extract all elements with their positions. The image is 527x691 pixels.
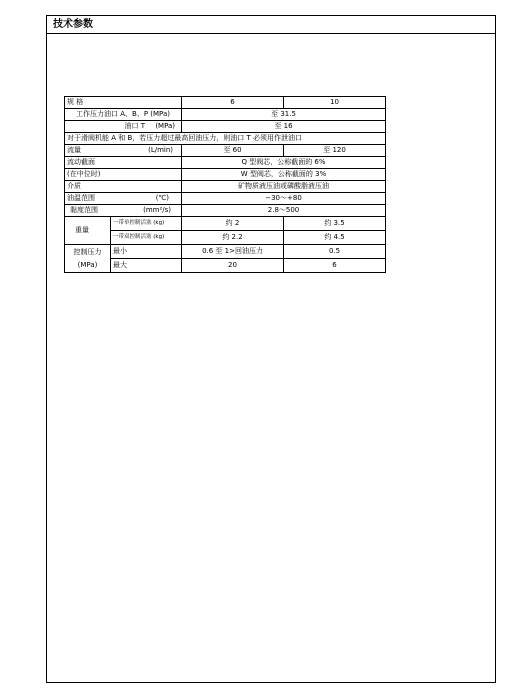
- oil-temp-unit: (℃): [155, 194, 170, 202]
- section-q-value: Q 型阀芯，公称截面的 6%: [182, 157, 386, 169]
- table-row: [65, 193, 386, 205]
- weight-label: 重量: [65, 217, 111, 245]
- pressure-apb-value: 至 31.5: [182, 109, 386, 121]
- weight-double-value-6: 约 2.2: [182, 231, 284, 245]
- table-row: [65, 121, 386, 133]
- control-pressure-cell: [65, 245, 111, 273]
- weight-single-label: 一带单控制活塞 (kg): [111, 217, 182, 231]
- table-row: [65, 245, 386, 259]
- table-row: [65, 157, 386, 169]
- oil-temp-label: 油温范围: [67, 194, 95, 202]
- medium-label: 介质: [65, 181, 182, 193]
- weight-double-label: 一带双控制活塞 (kg): [111, 231, 182, 245]
- note-text: 对于滑阀机能 A 和 B，若压力超过最高回油压力，则油口 T 必须用作泄油口: [65, 133, 386, 145]
- oil-temp-cell: [65, 193, 182, 205]
- spec-label: 规 格: [65, 97, 182, 109]
- control-min-value-6: 0.6 至 1>回油压力: [182, 245, 284, 259]
- table-row: [65, 205, 386, 217]
- pressure-t-value: 至 16: [182, 121, 386, 133]
- viscosity-label: 黏度范围: [70, 206, 98, 214]
- control-max-label: 最大: [111, 259, 182, 273]
- viscosity-cell: [65, 205, 182, 217]
- medium-value: 矿物质液压油或磷酸脂液压油: [182, 181, 386, 193]
- oil-temp-value: −30～+80: [182, 193, 386, 205]
- flow-value-6: 至 60: [182, 145, 284, 157]
- table-row: [65, 145, 386, 157]
- control-label-2: (MPa): [77, 260, 98, 269]
- section-header: 技术参数: [47, 16, 495, 34]
- weight-single-value-10: 约 3.5: [284, 217, 386, 231]
- flow-cell: [65, 145, 182, 157]
- section-label-2: (在中位时): [65, 169, 182, 181]
- table-row: [65, 259, 386, 273]
- weight-double-value-10: 约 4.5: [284, 231, 386, 245]
- table-row: [65, 181, 386, 193]
- table-row: [65, 109, 386, 121]
- spec-value-6: 6: [182, 97, 284, 109]
- pressure-t-label: 油口 T: [124, 122, 145, 130]
- control-max-value-10: 6: [284, 259, 386, 273]
- spec-value-10: 10: [284, 97, 386, 109]
- flow-unit: (L/min): [148, 146, 174, 154]
- control-label-1: 控制压力: [73, 247, 102, 256]
- viscosity-unit: (mm²/s): [143, 206, 172, 214]
- section-w-value: W 型阀芯，公称截面的 3%: [182, 169, 386, 181]
- table-row: [65, 133, 386, 145]
- table-row: [65, 217, 386, 231]
- pressure-t-cell: [65, 121, 182, 133]
- pressure-apb-label: 工作压力油口 A、B、P (MPa): [65, 109, 182, 121]
- technical-parameters-table: [64, 96, 386, 273]
- table-row: [65, 97, 386, 109]
- control-min-value-10: 0.5: [284, 245, 386, 259]
- viscosity-value: 2.8～500: [182, 205, 386, 217]
- weight-single-value-6: 约 2: [182, 217, 284, 231]
- table-row: [65, 169, 386, 181]
- control-max-value-6: 20: [182, 259, 284, 273]
- flow-value-10: 至 120: [284, 145, 386, 157]
- flow-label: 流量: [67, 146, 81, 154]
- section-label-1: 流动截面: [65, 157, 182, 169]
- table-row: [65, 231, 386, 245]
- control-min-label: 最小: [111, 245, 182, 259]
- pressure-t-unit: (MPa): [155, 122, 176, 130]
